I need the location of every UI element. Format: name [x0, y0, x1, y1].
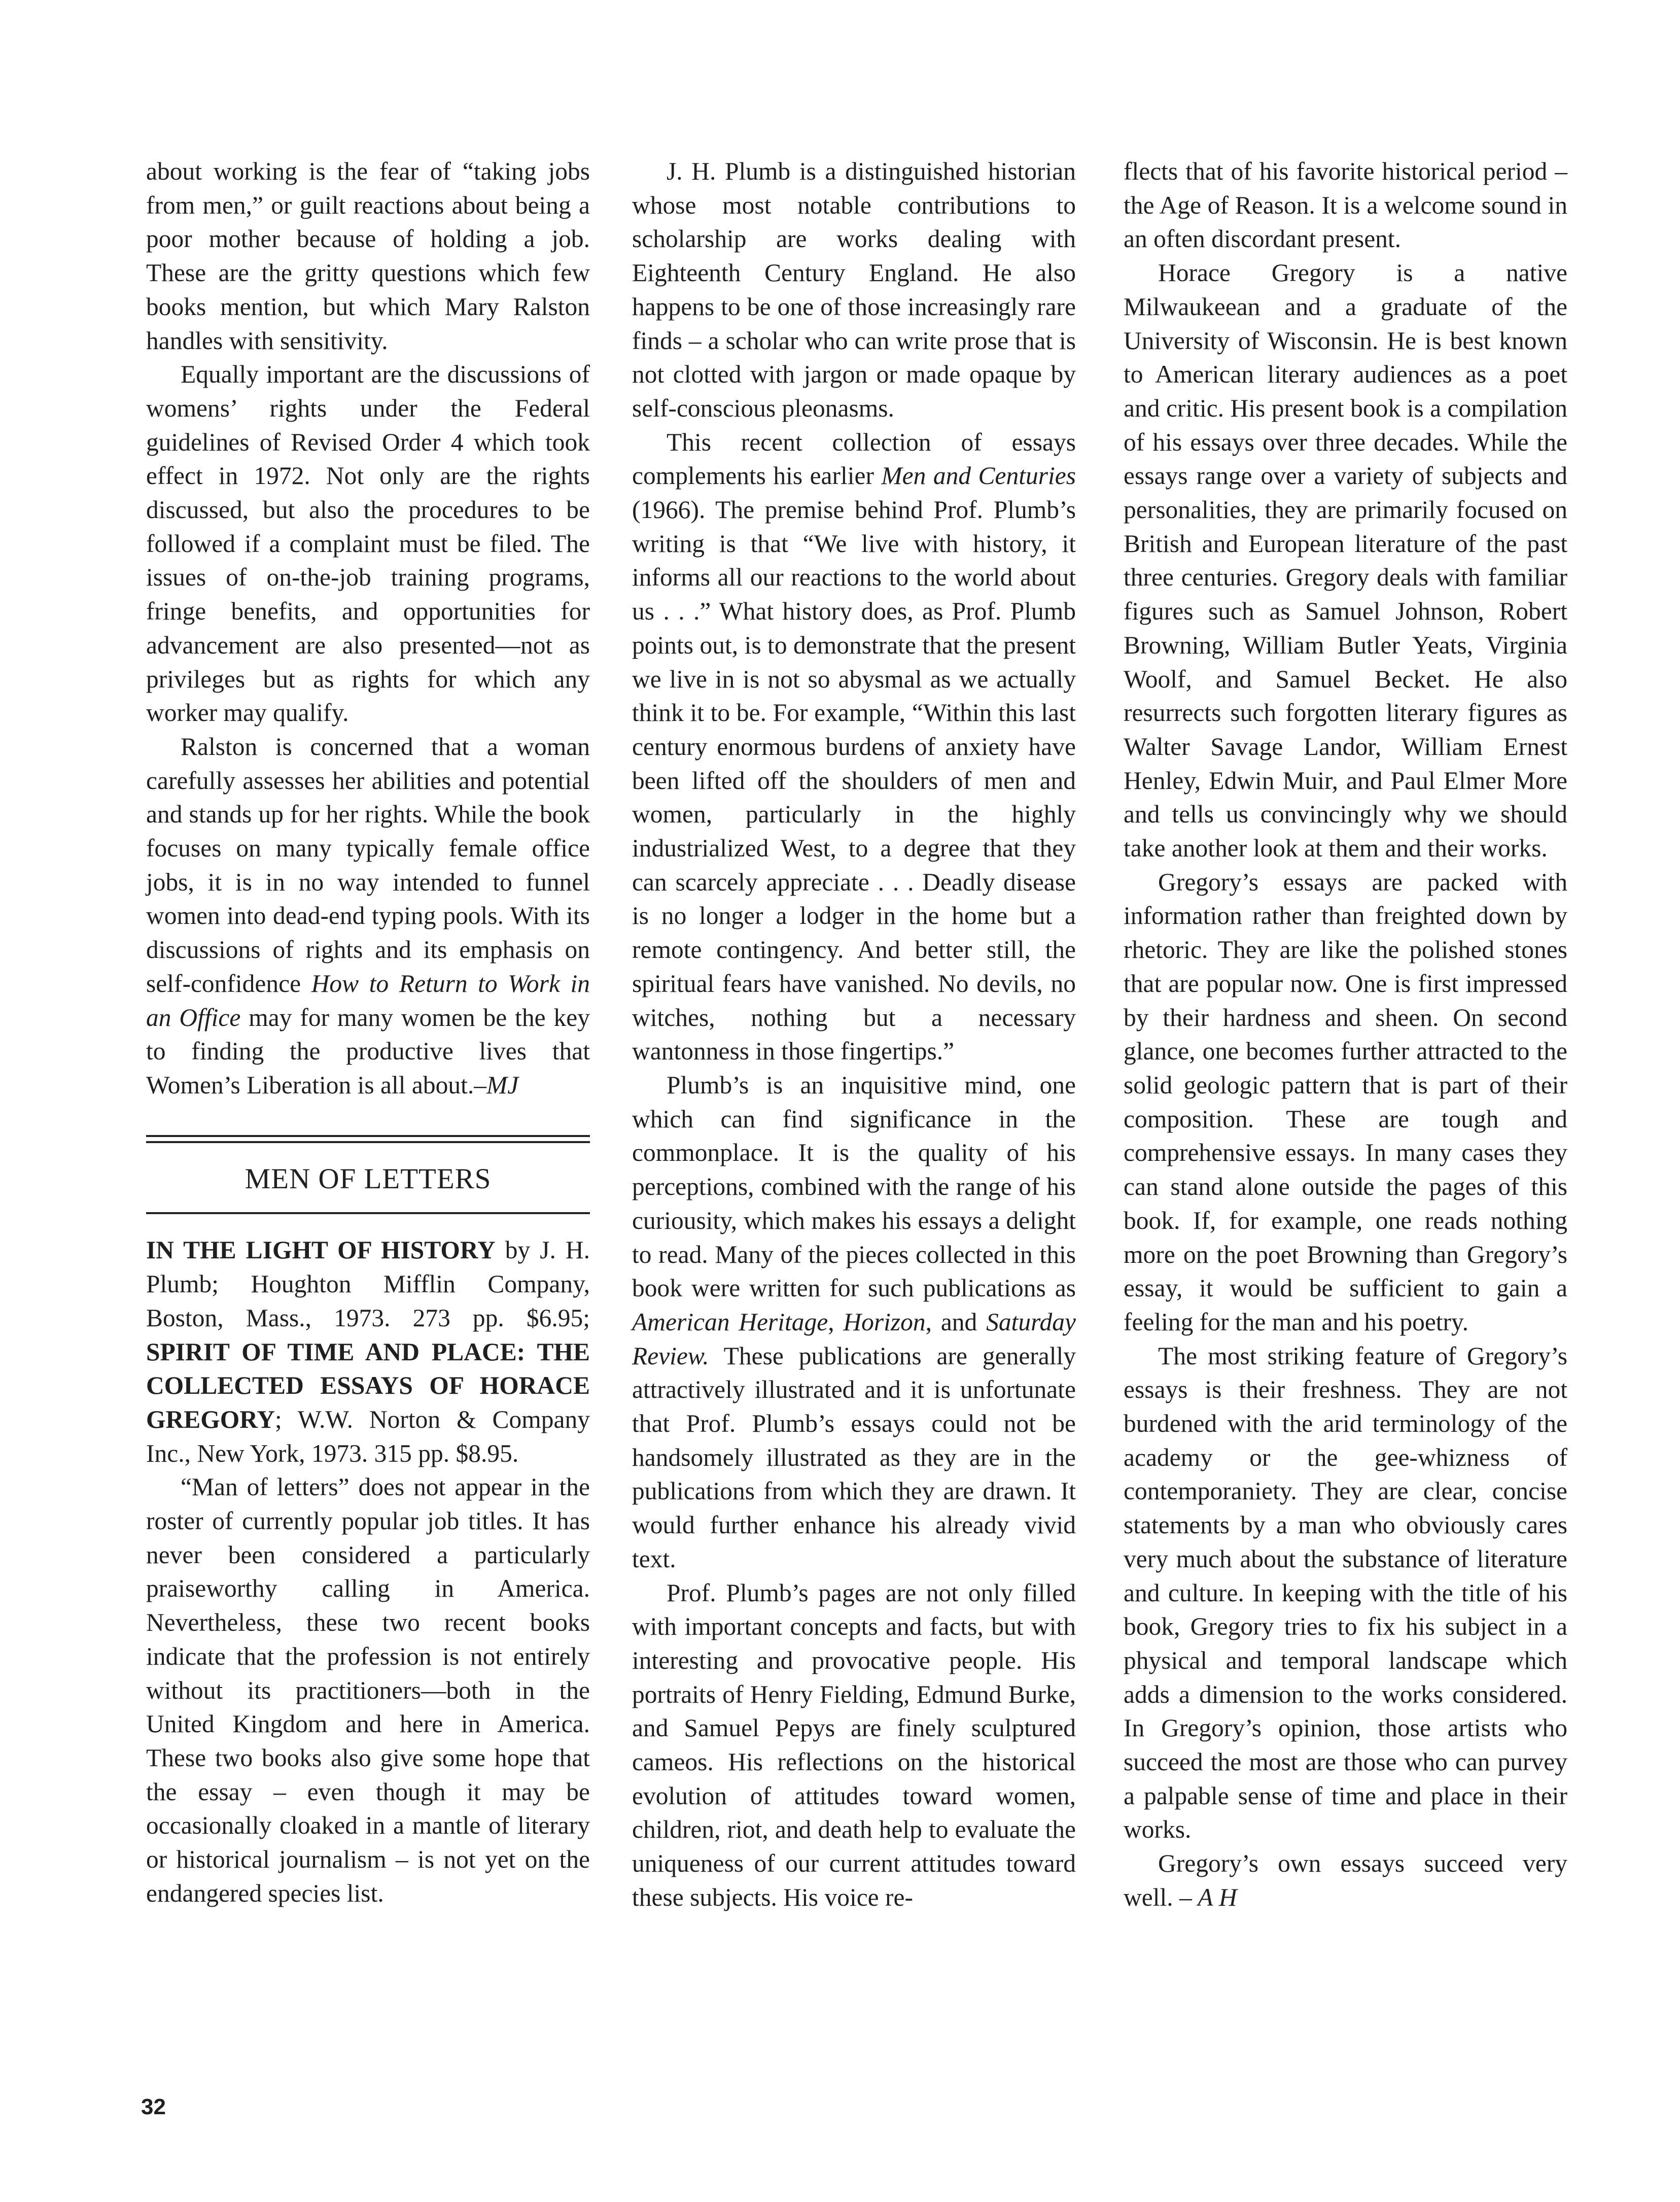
column-2 [632, 155, 1076, 1915]
section-title: MEN OF LETTERS [244, 1162, 492, 1195]
paragraph: Gregory’s essays are packed with information rather than freighted down by rhetoric. They are like the polished stones that are popular now. One is first impressed by their hardness and sheen. On second glance, one becomes further attracted to the solid geologic pattern that is part of their composition. These are tough and comprehensive essays. In many cases they can stand alone outside the pages of this book. If, for example, one reads nothing more on the poet Browning than Gregory’s essay, it would be sufficient to gain a feeling for the man and his poetry. [1124, 868, 1567, 1336]
text: ; W.W. Norton & Company Inc., New York, 1973. 315 pp. $8.95. [146, 1405, 590, 1467]
paragraph: J. H. Plumb is a distinguished historian whose most notable contributions to scholarship are works dealing with Eighteenth Century England. He also happens to be one of those increasingly rare finds – a scholar who can write prose that is not clotted with jargon or made opaque by self-conscious pleonasms. [632, 157, 1076, 422]
section-header [146, 1135, 590, 1215]
paragraph: Prof. Plumb’s pages are not only filled with important concepts and facts, but with interesting and provocative people. His portraits of Henry Fielding, Edmund Burke, and Samuel Pepys are finely sculptured cameos. His reflections on the historical evolution of attitudes toward women, children, riot, and death help to evaluate the uniqueness of our current attitudes toward these subjects. His voice re- [632, 1578, 1076, 1911]
book-title: Men and Centuries [881, 462, 1076, 490]
text: These publications are generally attractively illustrated and it is unfortunate that Prof. Plumb’s essays could not be handsomely illustrated as they are in the publications from which they are drawn. It would further enhance his already vivid text. [632, 1341, 1076, 1573]
publication-title: Saturday Review. [632, 1308, 1076, 1370]
paragraph: Horace Gregory is a native Milwaukeean and a graduate of the University of Wisconsin. He is best known to American literary audiences as a poet and critic. His present book is a compilation of his essays over three decades. While the essays range over a variety of subjects and personalities, they are primarily focused on British and European literature of the past three centuries. Gregory deals with familiar figures such as Samuel Johnson, Robert Browning, William Butler Yeats, Virginia Woolf, and Samuel Becket. He also resurrects such forgotten literary figures as Walter Savage Landor, William Ernest Henley, Edwin Muir, and Paul Elmer More and tells us convincingly why we should take another look at them and their works. [1124, 259, 1567, 863]
paragraph [632, 426, 1076, 1069]
book-title: SPIRIT OF TIME AND PLACE: THE COLLECTED ESSAYS OF HORACE GREGORY [146, 1337, 590, 1433]
paragraph: Plumb’s is an inquisitive mind, one which can find significance in the commonplace. It is the quality of his perceptions, combined with the range of his curiousity, which makes his essays a delight to read. Many of the pieces collected in this book were written for such publications as American Heritage, Horizon, and Saturday Review. These publications are generally attractively illustrated and it is unfortunate that Prof. Plumb’s essays could not be handsomely illustrated as they are in the publications from which they are drawn. It would further enhance his already vivid text. [632, 1071, 1076, 1573]
text: (1966). The premise behind Prof. Plumb’s writing is that “We live with history, it informs all our reactions to the world about us . . .” What history does, as Prof. Plumb points out, is to demonstrate that the present we live in is not so abysmal as we actually think it to be. For example, “Within this last century enormous burdens of anxiety have been lifted off the shoulders of men and women, particularly in the highly industrialized West, to a degree that they can scarcely appreciate . . . Deadly disease is no longer a lodger in the home but a remote contingency. And better still, the spiritual fears have vanished. No devils, no witches, nothing but a necessary wantonness in those fingertips.” [632, 496, 1076, 1065]
column-3 [1124, 155, 1567, 1915]
page-number: 32 [141, 2094, 166, 2119]
text: Ralston is concerned that a woman carefully assesses her abilities and potential and stands up for her rights. While the book focuses on many typically female office jobs, it is in no way intended to funnel women into dead-end typing pools. With its discussions of rights and its emphasis on self-confidence [146, 732, 590, 997]
text: Gregory’s own essays succeed very well. [1124, 1849, 1567, 1911]
paragraph [146, 730, 590, 1103]
book-title: How to Return to Work in an Office [146, 969, 590, 1031]
rule-divider [146, 1212, 590, 1214]
paragraph: “Man of letters” does not appear in the roster of currently popular job titles. It has never been considered a particularly praiseworthy calling in America. Nevertheless, these two recent books indicate that the profession is not entirely without its practitioners—both in the United Kingdom and here in America. These two books also give some hope that the essay – even though it may be occasionally cloaked in a mantle of literary or historical journalism – is not yet on the endangered species list. [146, 1473, 590, 1907]
publication-title: American Heritage [632, 1308, 828, 1336]
author-initials: – A H [1179, 1883, 1237, 1911]
paragraph: The most striking feature of Gregory’s essays is their freshness. They are not burdened with the arid terminology of the academy or the gee-whizness of contemporaniety. They are clear, concise statements by a man who obviously cares very much about the substance of literature and culture. In keeping with the title of his book, Gregory tries to fix his subject in a physical and temporal landscape which adds a dimension to the works considered. In Gregory’s opinion, those artists who succeed the most are those who can purvey a palpable sense of time and place in their works. [1124, 1341, 1567, 1844]
paragraph: Equally important are the discussions of womens’ rights under the Federal guidelines of Revised Order 4 which took effect in 1972. Not only are the rights discussed, but also the procedures to be followed if a complaint must be filed. The issues of on-the-job training programs, fringe benefits, and opportunities for advancement are also presented—not as privileges but as rights for which any worker may qualify. [146, 360, 590, 727]
paragraph-continued: about working is the fear of “taking jobs from men,” or guilt reactions about being a poor mother because of holding a job. These are the gritty questions which few books mention, but which Mary Ralston handles with sensitivity. [146, 157, 590, 355]
paragraph-continued: flects that of his favorite historical period – the Age of Reason. It is a welcome sound in an often discordant present. [1124, 157, 1567, 253]
text: This recent collection of essays complements his earlier [632, 428, 1076, 490]
book-title: IN THE LIGHT OF HISTORY [146, 1236, 496, 1264]
text: may for many women be the key to finding the productive lives that Women’s Liberation is all about. [146, 1003, 590, 1099]
text: by J. H. Plumb; Houghton Mifflin Company, Boston, Mass., 1973. 273 pp. $6.95; [146, 1236, 590, 1332]
publication-title: Horizon [843, 1308, 926, 1336]
text: and [940, 1308, 977, 1336]
bibliography-entry [146, 1233, 590, 1470]
text: Plumb’s is an inquisitive mind, one which can find significance in the commonplace. It is the quality of his perceptions, combined with the range of his curiousity, which makes his essays a delight to read. Many of the pieces collected in this book were written for such publications as [632, 1071, 1076, 1302]
double-rule-divider [146, 1135, 590, 1143]
column-1 [146, 155, 590, 1910]
author-initials: –MJ [474, 1071, 519, 1099]
paragraph [1124, 1847, 1567, 1914]
